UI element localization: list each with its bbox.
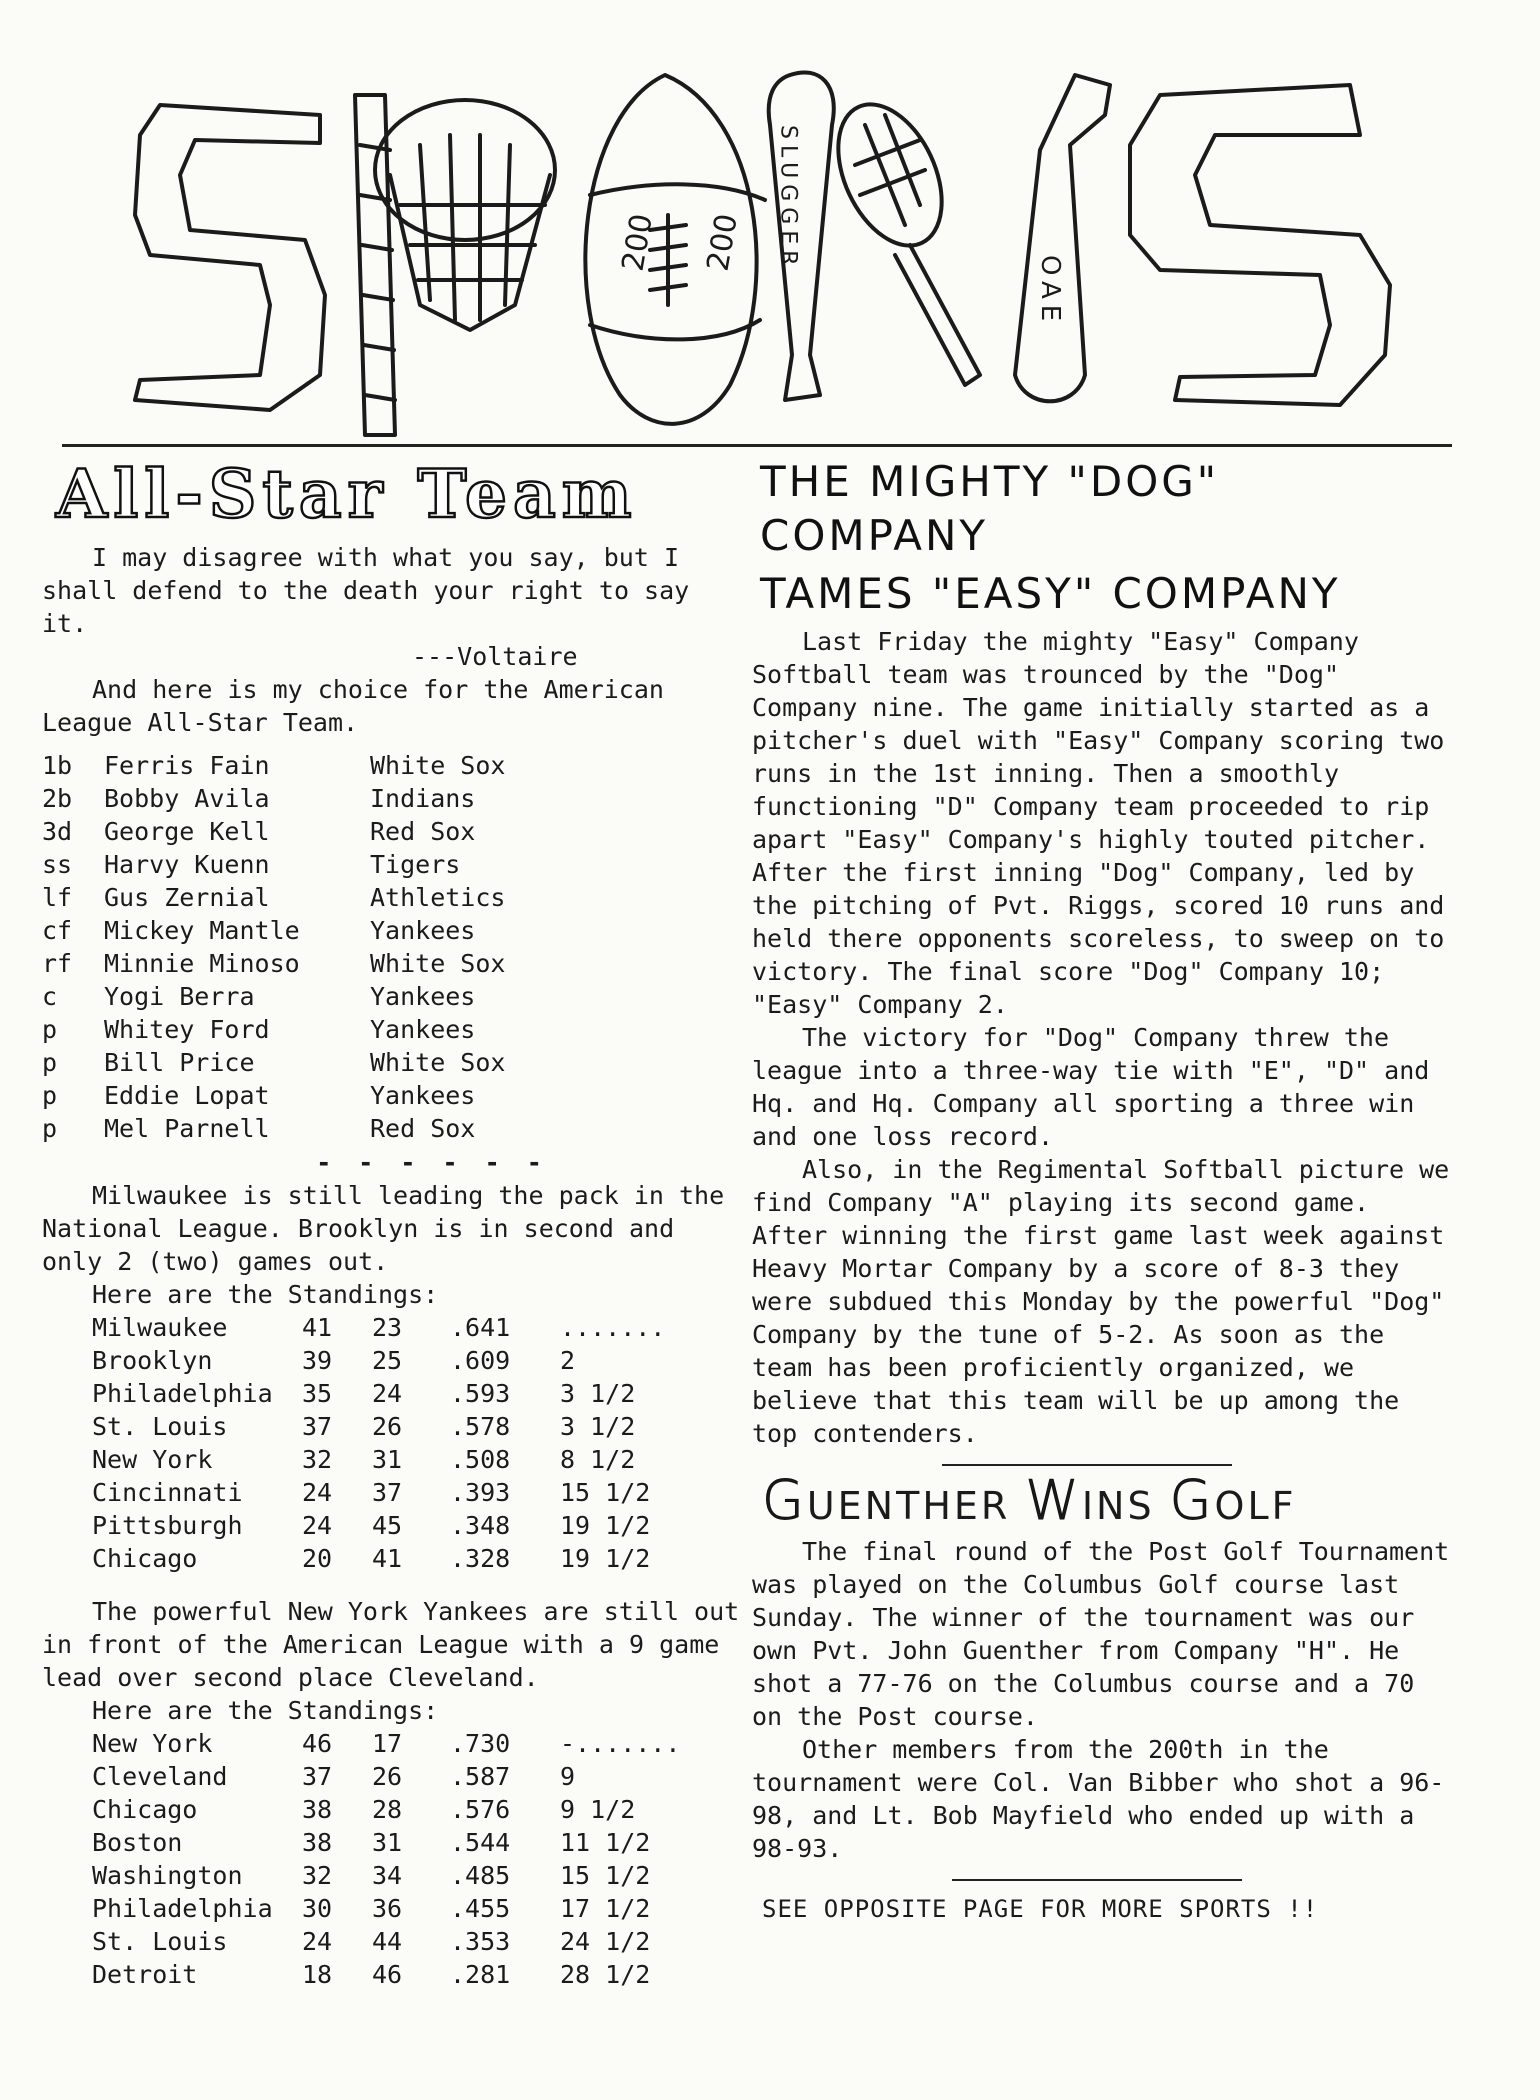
roster-position: c <box>42 982 58 1011</box>
ball-label-right: 200 <box>700 211 745 274</box>
standings-gb: 15 1/2 <box>560 1478 651 1507</box>
roster-position: p <box>42 1015 58 1044</box>
roster-player-name: George Kell <box>104 817 270 846</box>
standings-row <box>92 1760 742 1793</box>
mighty-title-line-1: THE MIGHTY "DOG" COMPANY <box>760 457 1220 560</box>
standings-row <box>92 1509 742 1542</box>
roster-team: Yankees <box>370 1015 476 1044</box>
standings-team: Brooklyn <box>92 1346 213 1375</box>
sports-masthead <box>120 55 1420 440</box>
standings-row <box>92 1925 742 1958</box>
roster-row <box>42 1046 742 1079</box>
allstar-title: All-Star Team <box>56 455 638 533</box>
standings-team: Philadelphia <box>92 1379 273 1408</box>
standings-w: 24 <box>302 1511 333 1540</box>
standings-gb: 8 1/2 <box>560 1445 636 1474</box>
standings-pct: .281 <box>450 1960 511 1989</box>
roster-team: White Sox <box>370 751 506 780</box>
roster-team: Red Sox <box>370 817 476 846</box>
roster-team: White Sox <box>370 1048 506 1077</box>
roster-row <box>42 914 742 947</box>
mighty-title-line-2: TAMES "EASY" COMPANY <box>760 569 1341 618</box>
golf-paragraph-2: Other members from the 200th in the tournament were Col. Van Bibber who shot a 96-98, and Lt. Bob Mayfield who ended up with a 98-93. <box>752 1735 1445 1863</box>
right-column <box>752 455 1465 1923</box>
tennis-racket <box>818 88 963 262</box>
roster-row <box>42 980 742 1013</box>
roster-position: cf <box>42 916 73 945</box>
standings-team: New York <box>92 1729 213 1758</box>
standings-w: 41 <box>302 1313 333 1342</box>
standings-gb: 17 1/2 <box>560 1894 651 1923</box>
standings-pct: .353 <box>450 1927 511 1956</box>
standings-row <box>92 1542 742 1575</box>
golf-title-g3: G <box>1169 1469 1215 1532</box>
standings-pct: .508 <box>450 1445 511 1474</box>
standings-pct: .455 <box>450 1894 511 1923</box>
standings-gb: 15 1/2 <box>560 1861 651 1890</box>
standings-gb: 28 1/2 <box>560 1960 651 1989</box>
standings-pct: .609 <box>450 1346 511 1375</box>
al-standings-table <box>92 1727 742 1991</box>
roster-position: ss <box>42 850 73 879</box>
standings-w: 37 <box>302 1412 333 1441</box>
standings-row <box>92 1793 742 1826</box>
golf-club <box>1015 75 1110 401</box>
al-text: The powerful New York Yankees are still out in front of the American League with a 9 game lead over second place Cleveland. <box>42 1597 755 1692</box>
standings-pct: .587 <box>450 1762 511 1791</box>
roster-team: Indians <box>370 784 476 813</box>
standings-l: 34 <box>372 1861 403 1890</box>
roster-player-name: Yogi Berra <box>104 982 255 1011</box>
roster-player-name: Bill Price <box>104 1048 255 1077</box>
roster-player-name: Minnie Minoso <box>104 949 300 978</box>
standings-pct: .544 <box>450 1828 511 1857</box>
bat-text: SLUGGER <box>775 125 801 272</box>
standings-l: 44 <box>372 1927 403 1956</box>
golf-title-g1: G <box>762 1469 807 1532</box>
roster-team: Athletics <box>370 883 506 912</box>
standings-pct: .593 <box>450 1379 511 1408</box>
section-divider: - - - - - - <box>316 1148 548 1177</box>
standings-team: Boston <box>92 1828 183 1857</box>
quote-author: ---Voltaire <box>412 642 578 671</box>
letter-s-left <box>135 105 325 410</box>
standings-row <box>92 1727 742 1760</box>
standings-gb: 24 1/2 <box>560 1927 651 1956</box>
al-heading: Here are the Standings: <box>92 1696 439 1725</box>
roster-team: White Sox <box>370 949 506 978</box>
roster-player-name: Mickey Mantle <box>104 916 300 945</box>
standings-gb: ....... <box>560 1313 666 1342</box>
voltaire-quote: I may disagree with what you say, but I shall defend to the death your right to say it. <box>42 543 705 638</box>
masthead-rule <box>62 444 1452 447</box>
standings-w: 18 <box>302 1960 333 1989</box>
roster-player-name: Eddie Lopat <box>104 1081 270 1110</box>
standings-team: St. Louis <box>92 1927 228 1956</box>
letter-s-right <box>1130 85 1390 405</box>
club-text: OAE <box>1035 255 1065 328</box>
standings-l: 45 <box>372 1511 403 1540</box>
sports-title-drawing <box>120 55 1420 440</box>
softball-paragraph-1: Last Friday the mighty "Easy" Company Softball team was trounced by the "Dog" Company nine. The game initially started as a pitcher's duel with "Easy" Company scoring two runs in the 1st inning. Then a smoothly functioning "D" Company team proceeded to rip apart "Easy" Company's highly touted pitcher. After the first inning "Dog" Company, led by the pitching of Pvt. Riggs, scored 10 runs and held there opponents scoreless, to sweep on to victory. The final score "Dog" Company 10; "Easy" Company 2. <box>752 627 1460 1019</box>
allstar-roster <box>42 749 742 1145</box>
standings-pct: .393 <box>450 1478 511 1507</box>
footer-note: SEE OPPOSITE PAGE FOR MORE SPORTS !! <box>762 1895 1319 1923</box>
standings-w: 24 <box>302 1478 333 1507</box>
roster-player-name: Bobby Avila <box>104 784 270 813</box>
roster-row <box>42 815 742 848</box>
roster-player-name: Whitey Ford <box>104 1015 270 1044</box>
standings-row <box>92 1859 742 1892</box>
softball-paragraph-3: Also, in the Regimental Softball picture we find Company "A" playing its second game. After winning the first game last week against Heavy Mortar Company by a score of 8-3 they were subdued this Monday by the powerful "Dog" Company by the tune of 5-2. As soon as the team has been proficiently organized, we believe that this team will be up among the top contenders. <box>752 1155 1465 1448</box>
roster-player-name: Mel Parnell <box>104 1114 270 1143</box>
roster-position: 2b <box>42 784 73 813</box>
standings-l: 41 <box>372 1544 403 1573</box>
standings-team: Washington <box>92 1861 243 1890</box>
roster-row <box>42 947 742 980</box>
ball-label-left: 200 <box>615 211 660 274</box>
golf-title-w1: UENTHER <box>806 1484 1011 1528</box>
standings-gb: 19 1/2 <box>560 1544 651 1573</box>
standings-team: New York <box>92 1445 213 1474</box>
roster-row <box>42 1013 742 1046</box>
standings-row <box>92 1958 742 1991</box>
standings-w: 46 <box>302 1729 333 1758</box>
roster-team: Yankees <box>370 1081 476 1110</box>
roster-team: Tigers <box>370 850 461 879</box>
standings-row <box>92 1892 742 1925</box>
roster-row <box>42 782 742 815</box>
standings-pct: .578 <box>450 1412 511 1441</box>
roster-player-name: Ferris Fain <box>104 751 270 780</box>
roster-position: 1b <box>42 751 73 780</box>
standings-gb: 3 1/2 <box>560 1379 636 1408</box>
standings-row <box>92 1443 742 1476</box>
standings-team: Chicago <box>92 1544 198 1573</box>
standings-l: 26 <box>372 1762 403 1791</box>
standings-pct: .328 <box>450 1544 511 1573</box>
softball-paragraph-2: The victory for "Dog" Company threw the league into a three-way tie with "E", "D" and Hq. and Hq. Company all sporting a three win and one loss record. <box>752 1023 1445 1151</box>
roster-player-name: Gus Zernial <box>104 883 270 912</box>
standings-w: 38 <box>302 1795 333 1824</box>
golf-paragraph-1: The final round of the Post Golf Tournament was played on the Columbus Golf course last Sunday. The winner of the tournament was our own Pvt. John Guenther from Company "H". He shot a 77-76 on the Columbus course and a 70 on the Post course. <box>752 1537 1465 1731</box>
standings-row <box>92 1826 742 1859</box>
allstar-intro: And here is my choice for the American League All-Star Team. <box>42 675 680 737</box>
roster-row <box>42 1112 742 1145</box>
standings-l: 28 <box>372 1795 403 1824</box>
standings-l: 26 <box>372 1412 403 1441</box>
standings-gb: -....... <box>560 1729 681 1758</box>
standings-row <box>92 1377 742 1410</box>
standings-w: 30 <box>302 1894 333 1923</box>
roster-position: rf <box>42 949 73 978</box>
standings-l: 31 <box>372 1445 403 1474</box>
roster-position: 3d <box>42 817 73 846</box>
standings-pct: .576 <box>450 1795 511 1824</box>
standings-row <box>92 1410 742 1443</box>
standings-w: 37 <box>302 1762 333 1791</box>
standings-w: 20 <box>302 1544 333 1573</box>
standings-l: 36 <box>372 1894 403 1923</box>
standings-w: 38 <box>302 1828 333 1857</box>
roster-position: lf <box>42 883 73 912</box>
standings-w: 24 <box>302 1927 333 1956</box>
nl-text: Milwaukee is still leading the pack in the National League. Brooklyn is in second and only 2 (two) games out. <box>42 1181 740 1276</box>
standings-l: 31 <box>372 1828 403 1857</box>
standings-team: Chicago <box>92 1795 198 1824</box>
standings-w: 39 <box>302 1346 333 1375</box>
standings-team: Pittsburgh <box>92 1511 243 1540</box>
standings-row <box>92 1344 742 1377</box>
roster-row <box>42 749 742 782</box>
golf-title <box>762 1469 1452 1532</box>
standings-team: Cleveland <box>92 1762 228 1791</box>
golf-title-g2: W <box>1025 1469 1082 1532</box>
roster-row <box>42 1079 742 1112</box>
standings-team: Detroit <box>92 1960 198 1989</box>
golf-title-w3: OLF <box>1214 1484 1297 1528</box>
standings-pct: .641 <box>450 1313 511 1342</box>
standings-gb: 3 1/2 <box>560 1412 636 1441</box>
standings-l: 46 <box>372 1960 403 1989</box>
standings-team: Cincinnati <box>92 1478 243 1507</box>
roster-team: Yankees <box>370 982 476 1011</box>
standings-l: 23 <box>372 1313 403 1342</box>
golf-rule <box>942 1464 1232 1466</box>
standings-gb: 19 1/2 <box>560 1511 651 1540</box>
roster-team: Red Sox <box>370 1114 476 1143</box>
nl-heading: Here are the Standings: <box>92 1280 439 1309</box>
standings-l: 24 <box>372 1379 403 1408</box>
roster-position: p <box>42 1048 58 1077</box>
standings-l: 17 <box>372 1729 403 1758</box>
standings-w: 32 <box>302 1445 333 1474</box>
golf-title-w2: INS <box>1081 1484 1155 1528</box>
footer-rule <box>952 1879 1242 1881</box>
roster-row <box>42 881 742 914</box>
standings-pct: .730 <box>450 1729 511 1758</box>
roster-row <box>42 848 742 881</box>
standings-pct: .348 <box>450 1511 511 1540</box>
standings-gb: 2 <box>560 1346 576 1375</box>
nl-standings-table <box>92 1311 742 1575</box>
standings-pct: .485 <box>450 1861 511 1890</box>
standings-team: Milwaukee <box>92 1313 228 1342</box>
left-column <box>42 455 755 1991</box>
standings-team: St. Louis <box>92 1412 228 1441</box>
standings-w: 32 <box>302 1861 333 1890</box>
roster-position: p <box>42 1114 58 1143</box>
standings-l: 37 <box>372 1478 403 1507</box>
standings-gb: 9 <box>560 1762 576 1791</box>
standings-l: 25 <box>372 1346 403 1375</box>
standings-team: Philadelphia <box>92 1894 273 1923</box>
standings-row <box>92 1311 742 1344</box>
standings-gb: 9 1/2 <box>560 1795 636 1824</box>
roster-player-name: Harvy Kuenn <box>104 850 270 879</box>
standings-row <box>92 1476 742 1509</box>
standings-w: 35 <box>302 1379 333 1408</box>
roster-position: p <box>42 1081 58 1110</box>
roster-team: Yankees <box>370 916 476 945</box>
standings-gb: 11 1/2 <box>560 1828 651 1857</box>
